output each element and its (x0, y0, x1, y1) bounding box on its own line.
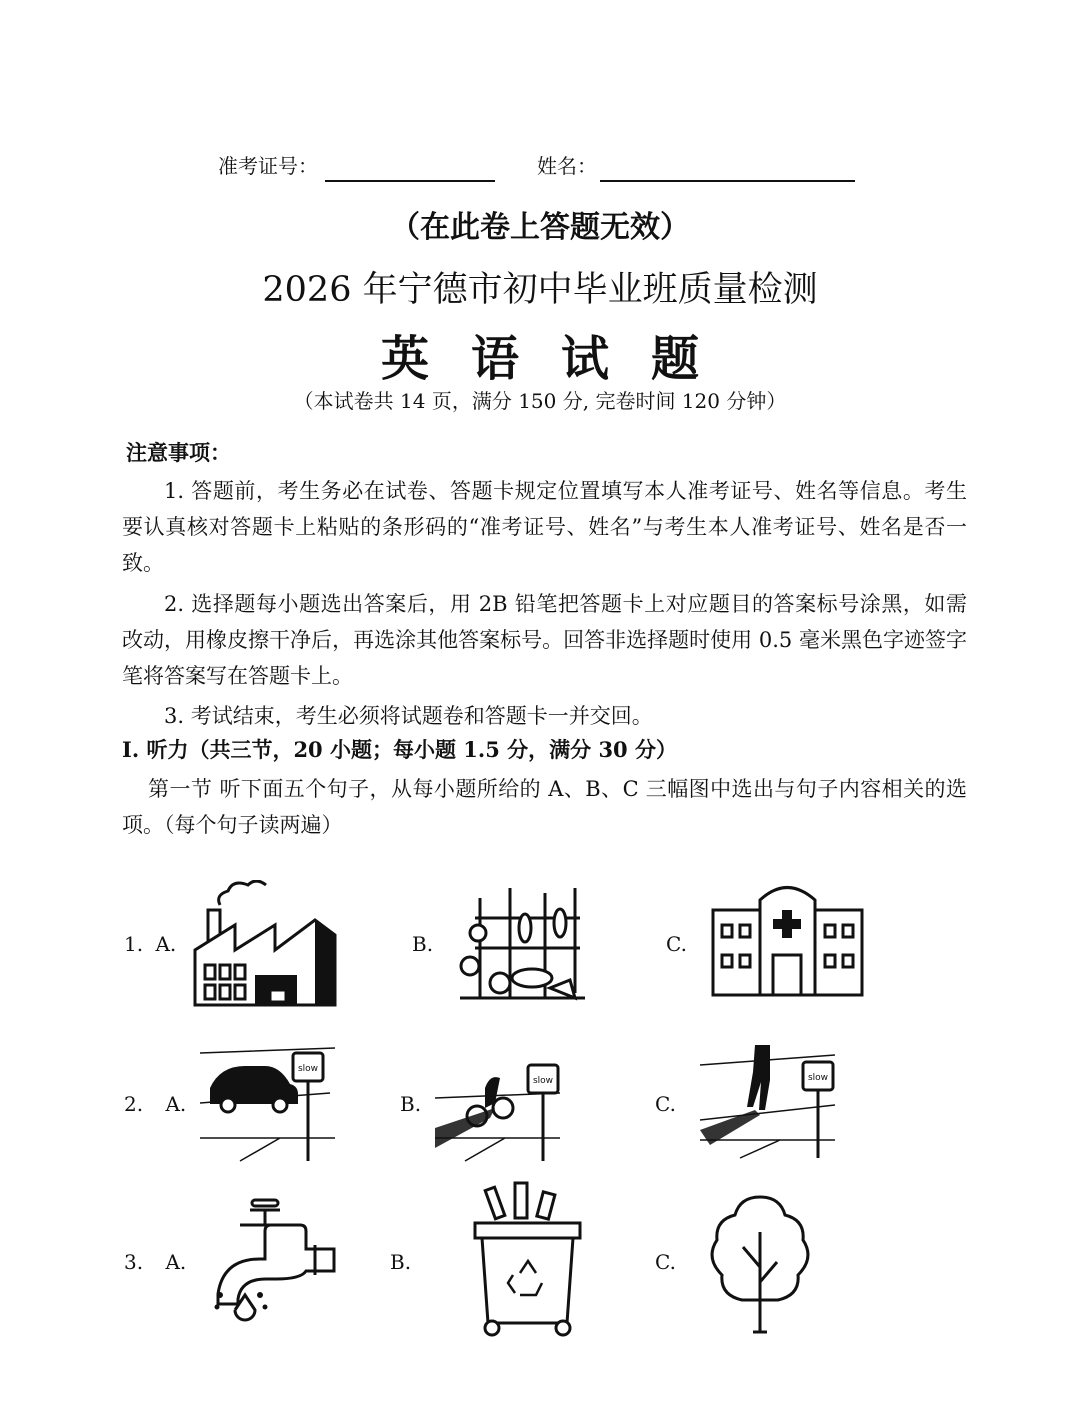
exam-info: （本试卷共 14 页，满分 150 分, 完卷时间 120 分钟） (293, 389, 787, 413)
option-a-label: A. (155, 932, 177, 956)
option-c-label: C. (666, 932, 687, 956)
slow-sign-text: slow (297, 1064, 319, 1074)
car-slow-sign-icon[interactable] (200, 1043, 335, 1163)
option-b-label: B. (412, 932, 434, 956)
name-label: 姓名： (537, 154, 597, 178)
water-tap-icon[interactable] (205, 1195, 340, 1325)
question-2 (124, 1092, 186, 1116)
exam-title: 2026 年宁德市初中毕业班质量检测 (262, 270, 818, 310)
slow-sign-text: slow (807, 1073, 829, 1083)
question-number: 1. (124, 932, 144, 956)
walker-slow-sign-icon[interactable] (700, 1045, 835, 1160)
vegetable-garden-icon[interactable] (450, 878, 590, 1008)
question-number: 2. (124, 1092, 144, 1116)
listening-section-heading: Ⅰ. 听力（共三节，20 小题；每小题 1.5 分，满分 30 分） (122, 737, 677, 762)
question-3 (124, 1250, 186, 1274)
option-a-label: A. (165, 1092, 187, 1116)
exam-number-label: 准考证号： (218, 154, 318, 178)
option-a-label: A. (165, 1250, 187, 1274)
bicycle-slow-sign-icon[interactable] (435, 1048, 560, 1163)
question-number: 3. (124, 1250, 144, 1274)
note-item-1: 1. 答题前，考生务必在试卷、答题卡规定位置填写本人准考证号、姓名等信息。考生要认真核对答题卡上粘贴的条形码的“准考证号、姓名”与考生本人准考证号、姓名是否一致。 (122, 479, 967, 575)
exam-number-field[interactable] (325, 150, 495, 182)
option-c-label: C. (655, 1250, 676, 1274)
question-1 (124, 932, 176, 956)
factory-icon[interactable] (190, 880, 350, 1010)
name-field[interactable] (600, 150, 855, 182)
slow-sign-text: slow (532, 1076, 554, 1086)
note-item-3: 3. 考试结束，考生必须将试题卷和答题卡一并交回。 (164, 704, 653, 728)
option-b-label: B. (390, 1250, 412, 1274)
part1-instructions: 第一节 听下面五个句子，从每小题所给的 A、B、C 三幅图中选出与句子内容相关的选项。（每个句子读两遍） (122, 777, 967, 837)
option-b-label: B. (400, 1092, 422, 1116)
option-c-label: C. (655, 1092, 676, 1116)
note-item-2: 2. 选择题每小题选出答案后，用 2B 铅笔把答题卡上对应题目的答案标号涂黑，如需改动，用橡皮擦干净后，再选涂其他答案标号。回答非选择题时使用 0.5 毫米黑色字迹签字笔将答案写在答题卡上。 (122, 592, 967, 688)
hospital-icon[interactable] (710, 880, 865, 998)
subject-title: 英语试题 (380, 331, 741, 387)
tree-icon[interactable] (705, 1192, 815, 1337)
recycle-bin-icon[interactable] (470, 1178, 585, 1338)
invalid-note: （在此卷上答题无效） (390, 210, 690, 245)
notes-title: 注意事项： (126, 440, 231, 465)
